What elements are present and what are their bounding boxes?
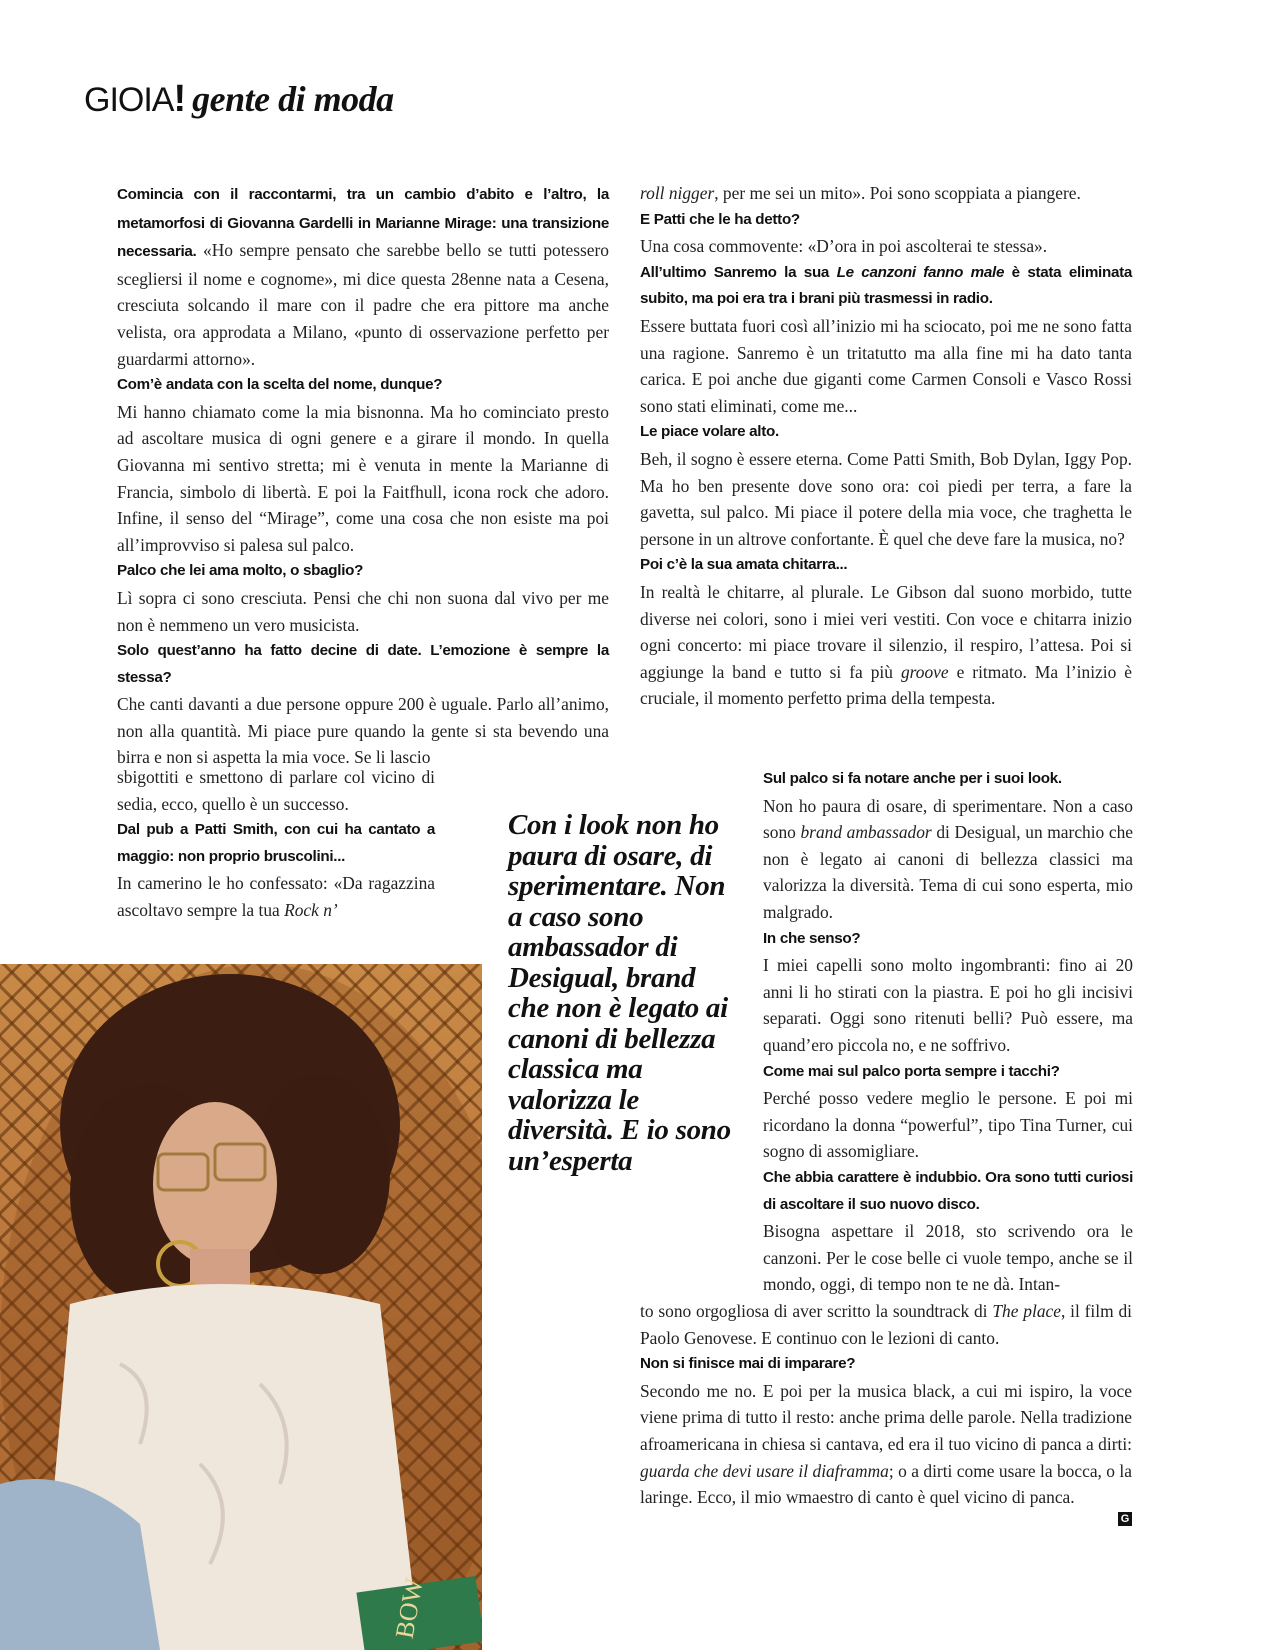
answer [640,1378,1132,1511]
book-cover-text: BOW [389,1575,429,1641]
emphasis: groove [900,661,949,682]
pull-quote: Con i look non ho paura di osare, di sperimentare. Non a caso sono ambassador di Desigual, brand che non è legato ai canoni di bellezza classica ma valorizza le diversità. E io sono un’esperta [508,809,731,1177]
question: Come mai sul palco porta sempre i tacchi? [763,1062,1060,1080]
portrait-photo [0,964,482,1650]
article-column-2 [640,180,1132,712]
answer-text: In realtà le chitarre, al plurale. Le Gibson dal suono morbido, tutte diverse nei colori, sono i miei veri vestiti. Con voce e chitarra inizio ogni concerto: mi piace trovare il silenzio, il respiro, l’attesa. Poi si aggiunge la band e tutto si fa più [640,581,1132,682]
brand-exclamation-icon: ! [173,78,187,120]
question: Palco che lei ama molto, o sbaglio? [117,562,364,580]
question: E Patti che le ha detto? [640,210,800,228]
question: Che abbia carattere è indubbio. Ora sono tutti curiosi di ascoltare il suo nuovo disco. [763,1168,1133,1213]
article-column-1 [117,180,609,771]
answer: Mi hanno chiamato come la mia bisnonna. Ma ho cominciato presto ad ascoltare musica di ogni genere e a girare il mondo. In quella Giovanna mi sentivo stretta; mi è venuta in mente la Marianne di Francia, simbolo di libertà. E poi la Faitfhull, icona rock che adoro. Infine, il senso del “Mirage”, come una cosa che non esiste ma poi all’improvviso si palesa sul palco. [117,401,609,555]
section-title: gente di moda [192,79,394,119]
answer: sbigottiti e smettono di parlare col vicino di sedia, ecco, quello è un successo. [117,767,435,814]
answer [640,579,1132,712]
article-column-1-continued [117,764,435,924]
brand-logo: GIOIA [84,81,174,119]
answer [640,1298,1132,1351]
intro-question: Comincia con il raccontarmi, tra un cambio d’abito e l’altro, la metamorfosi di Giovanna Gardelli in Marianne Mirage: una transizione necessaria. [117,186,609,261]
answer-text: , il film di Paolo Genovese. E continuo con le lezioni di canto. [640,1301,1132,1348]
question-text: è stata eliminata subito, ma poi era tra i brani più trasmessi in radio. [640,263,1133,308]
question: Sul palco si fa notare anche per i suoi look. [763,770,1062,787]
question: Le piace volare alto. [640,423,779,441]
answer: Essere buttata fuori così all’inizio mi ha sciocato, poi me ne sono fatta una ragione. Sanremo è un tritatutto ma alla fine mi ha dato tanta carica. E poi anche due giganti come Carmen Consoli e Vasco Rossi sono stati eliminati, come me... [640,315,1132,416]
answer-text: In camerino le ho confessato: «Da ragazzina ascoltavo sempre la tua [117,873,435,920]
answer-text: di Desigual, un marchio che non è legato ai canoni di bellezza classici ma valorizza la diversità. Tema di cui sono esperta, mio malgrado. [763,822,1134,922]
question: In che senso? [763,929,861,947]
answer: Una cosa commovente: «D’ora in poi ascolterai te stessa». [640,236,1048,257]
answer-text: to sono orgogliosa di aver scritto la soundtrack di [640,1301,993,1321]
question: Non si finisce mai di imparare? [640,1355,856,1373]
article-column-2-bottom [640,1298,1132,1511]
article-column-2-narrow [763,766,1133,1298]
intro-answer: «Ho sempre pensato che sarebbe bello se tutti potessero scegliersi il nome e cognome», mi dice questa 28enne nata a Cesena, cresciuta solcando il mare con il padre che era pittore ma anche velista, ora approdata a Milano, «punto di osservazione perfetto per guardarmi attorno». [117,240,609,369]
answer [763,793,1133,926]
answer: I miei capelli sono molto ingombranti: fino ai 20 anni li ho stirati con la piastra. E poi ho gli incisivi separati. Oggi sono ritenuti belli? Può essere, ma quand’ero piccola no, e ne soffrivo. [763,955,1133,1055]
film-title: The place [992,1301,1061,1321]
magazine-header [84,78,394,126]
answer [117,870,435,923]
emphasis: guarda che devi usare il diaframma [640,1460,889,1481]
question [640,260,1132,313]
answer: Lì sopra ci sono cresciuta. Pensi che chi non suona dal vivo per me non è nemmeno un vero musicista. [117,587,609,635]
song-title: Le canzoni fanno male [836,263,1005,281]
answer-text: ; o a dirti come usare la bocca, o la laringe. Ecco, il mio wmaestro di canto è quel vicino di panca. [640,1460,1132,1508]
question: Com’è andata con la scelta del nome, dunque? [117,376,443,394]
end-of-article-icon: G [1118,1512,1132,1526]
question-text: All’ultimo Sanremo la sua [640,263,837,281]
answer: Bisogna aspettare il 2018, sto scrivendo ora le canzoni. Per le cose belle ci vuole tempo, anche se il mondo, oggi, di tempo non te ne dà. Intan- [763,1221,1133,1295]
answer-text: Non ho paura di osare, di sperimentare. Non a caso sono [763,795,1133,843]
song-title: Rock n’ [284,899,338,920]
answer: Che canti davanti a due persone oppure 200 è uguale. Parlo all’animo, non alla quantità. Mi piace pure quando la gente si sta bevendo una birra e non si aspetta la mia voce. Se li lascio [117,694,609,768]
portrait-illustration [0,964,482,1650]
answer-text: , per me sei un mito». Poi sono scoppiata a piangere. [714,183,1081,203]
intro-paragraph [117,180,609,372]
question: Dal pub a Patti Smith, con cui ha cantato a maggio: non proprio bruscolini... [117,821,435,865]
answer: Perché posso vedere meglio le persone. E poi mi ricordano la donna “powerful”, tipo Tina Turner, cui sogno di assomigliare. [763,1088,1133,1162]
answer: Beh, il sogno è essere eterna. Come Patti Smith, Bob Dylan, Iggy Pop. Ma ho ben presente dove sono ora: coi piedi per terra, a fare la gavetta, sul palco. Mi piace il potere della mia voce, che traghetta le persone in un altrove confortante. È quel che deve fare la musica, no? [640,448,1132,549]
answer-text: e ritmato. Ma l’inizio è cruciale, il momento perfetto prima della tempesta. [640,661,1132,709]
answer-text: Secondo me no. E poi per la musica black, a cui mi ispiro, la voce viene prima di tutto il resto: anche prima delle parole. Nella tradizione afroamericana in chiesa si cantava, ed era il tuo vicino di panca a dirti: [640,1380,1132,1454]
song-title: roll nigger [640,183,715,203]
question: Poi c’è la sua amata chitarra... [640,556,848,574]
answer [640,180,1132,207]
emphasis: brand ambassador [800,822,932,843]
question: Solo quest’anno ha fatto decine di date. L’emozione è sempre la stessa? [117,642,609,686]
